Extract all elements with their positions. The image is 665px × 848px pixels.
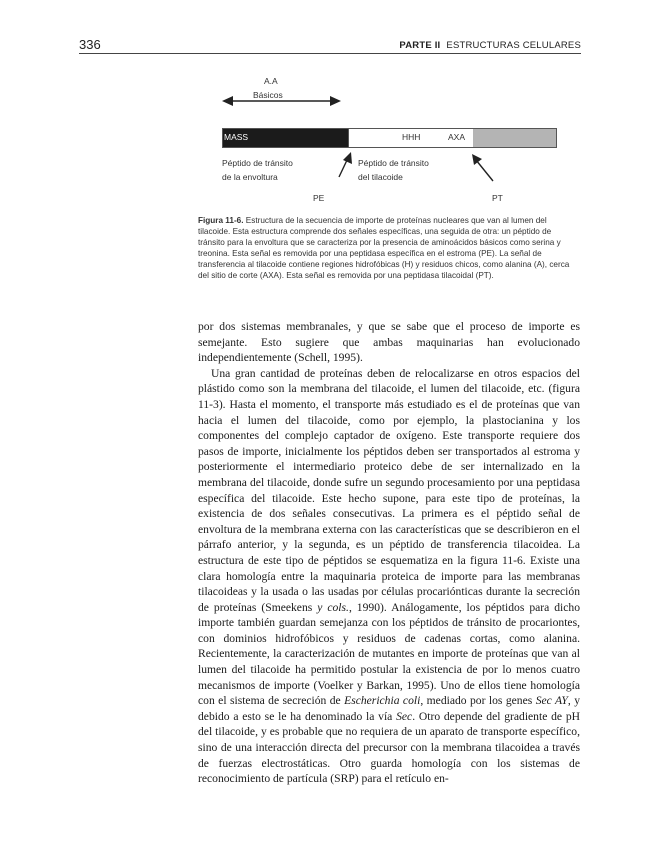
- desc-envelope-line2: de la envoltura: [222, 172, 278, 182]
- double-arrow-left-head: [222, 96, 233, 106]
- p2-text-e: , mediado por los genes: [420, 694, 536, 708]
- p2-text-c: , 1990). Análogamente, los péptidos para dicho importe también guardan semejanza con los péptidos de tránsito de procariontes, con dominios hidrofóbicos y residuos de cadenas cortas, como alanina. Recientemente, la caracterización de mutantes en importe de proteínas que van al lumen del tilacoide ha permitido postular la existencia de por lo menos cuatro mecanismos de importe (Voelker y Barkan, 1995). Uno de ellos tiene homología con el sistema de secreción de: [198, 600, 581, 708]
- p2-italic-cols: y cols.: [317, 600, 349, 614]
- marker-pe: PE: [313, 193, 325, 203]
- pt-arrow-head: [472, 154, 482, 165]
- running-header-section: ESTRUCTURAS CELULARES: [446, 40, 581, 51]
- p2-italic-ecoli: Escherichia coli: [344, 694, 421, 708]
- double-arrow-right-head: [330, 96, 341, 106]
- figure-top-label-aa: A.A: [264, 76, 278, 86]
- segment-label-hhh: HHH: [402, 132, 421, 142]
- body-text: [198, 319, 580, 787]
- desc-thylakoid-line1: Péptido de tránsito: [358, 158, 429, 168]
- segment-mature-protein: [473, 128, 557, 148]
- pt-arrow-line: [476, 160, 493, 181]
- paragraph-1: por dos sistemas membranales, y que se sabe que el proceso de importe es semejante. Esto sugiere que ambas maquinarias han evolucionado independientemente (Schell, 1995).: [198, 320, 580, 365]
- caption-label: Figura 11-6.: [198, 216, 244, 225]
- marker-pt: PT: [492, 193, 503, 203]
- segment-label-axa: AXA: [448, 132, 466, 142]
- p2-text-i: . Otro depende del gradiente de pH del tilacoide, y es probable que no requiera de un aparato de transporte específico, sino de una interacción directa del precursor con la membrana tilacoidea a través de fuerzas electrostáticas. Otro guarda homología con los sistemas de reconocimiento de partícula (SRP) para el retículo en-: [198, 709, 580, 786]
- page-number: 336: [79, 37, 101, 52]
- figure-caption: [198, 215, 580, 282]
- segment-label-mass: MASS: [224, 132, 249, 142]
- caption-text: Estructura de la secuencia de importe de proteínas nucleares que van al lumen del tilacoide. Esta estructura comprende dos señales específicas, una seguida de otra: un péptido de tránsito para la envoltura que se caracteriza por la presencia de aminoácidos básicos como serina y treonina. Esta señal es removida por una peptidasa específica en el estroma (PE). La señal de transferencia al tilacoide contiene regiones hidrofóbicas (H) y residuos chicos, como alanina (A), cerca del sitio de corte (AXA). Esta señal es removida por una peptidasa tilacoidal (PT).: [198, 216, 570, 281]
- p2-text-g: , y debido a esto se le ha denominado la vía: [198, 694, 581, 723]
- running-header-part: PARTE II: [399, 40, 441, 51]
- pe-arrow-head: [343, 152, 352, 164]
- paragraph-2: [198, 366, 580, 787]
- p2-text-a: Una gran cantidad de proteínas deben de relocalizarse en otros espacios del plástido como son la membrana del tilacoide, el lumen del tilacoide, etc. (figura 11-3). Hasta el momento, el transporte más estudiado es el de proteínas que van hacia el lumen del tilacoide, como por ejemplo, la plastocianina y los componentes del complejo captador de oxígeno. Este transporte requiere dos pasos de importe, inicialmente los péptidos deben ser transportados al estroma y posteriormente el intermediario proteico debe de ser internalizado en la membrana del tilacoide, donde sufre un segundo procesamiento por una peptidasa específica del tilacoide. Este hecho supone, para este tipo de proteínas, la existencia de dos señales consecutivas. La primera es el péptido señal de envoltura de la membrana externa con las características que se describieron en el párrafo anterior, y la segunda, es un péptido de transferencia tilacoidea. La estructura de este tipo de péptidos se esquematiza en la figura 11-6. Existe una clara homología entre la maquinaria proteica de importe para las membranas tilacoideas y la usada o las usadas por células procariónticas durante la secreción de proteínas (Smeekens: [198, 366, 580, 614]
- p2-italic-sec: Sec: [396, 709, 413, 723]
- desc-thylakoid-line2: del tilacoide: [358, 172, 403, 182]
- figure-top-label-basicos: Básicos: [253, 90, 283, 100]
- p2-italic-secay: Sec AY: [535, 694, 568, 708]
- desc-envelope-line1: Péptido de tránsito: [222, 158, 293, 168]
